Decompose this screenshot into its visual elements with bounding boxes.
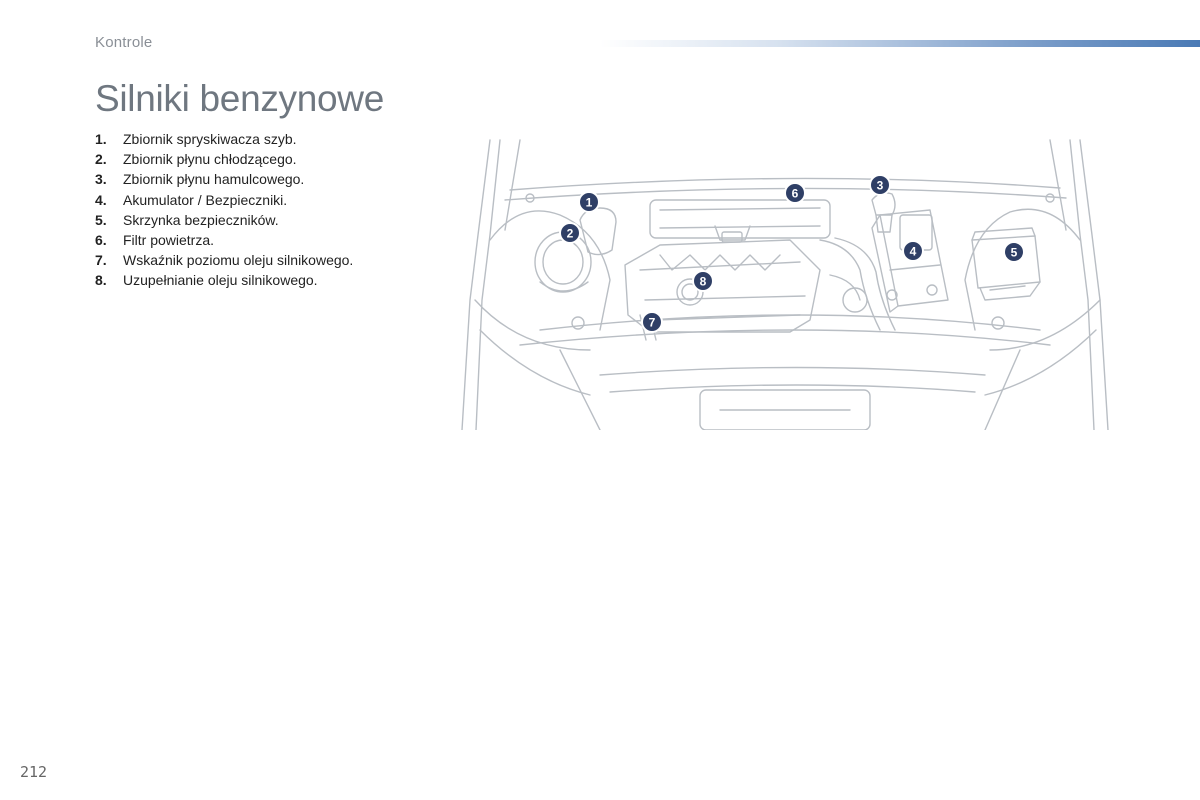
legend-list [95, 129, 353, 291]
engine-bay-diagram [460, 135, 1110, 430]
legend-text: Uzupełnianie oleju silnikowego. [123, 272, 318, 289]
marker-4 [903, 241, 923, 261]
legend-number: 5. [95, 211, 107, 228]
legend-item [95, 250, 353, 270]
legend-item [95, 190, 353, 210]
legend-text: Skrzynka bezpieczników. [123, 211, 279, 228]
legend-text: Wskaźnik poziomu oleju silnikowego. [123, 252, 354, 269]
legend-text: Akumulator / Bezpieczniki. [123, 191, 288, 208]
legend-text: Zbiornik spryskiwacza szyb. [123, 131, 297, 147]
marker-label: 3 [876, 178, 884, 193]
marker-7 [642, 312, 662, 332]
legend-text: Zbiornik płynu chłodzącego. [123, 151, 297, 168]
marker-5 [1004, 242, 1024, 262]
page-title: Silniki benzynowe [95, 78, 385, 119]
marker-label: 4 [909, 244, 917, 259]
legend-number: 6. [95, 232, 107, 249]
legend-text: Zbiornik płynu hamulcowego. [123, 171, 305, 188]
marker-1 [579, 192, 599, 212]
marker-8 [693, 271, 713, 291]
legend-item [95, 270, 353, 290]
fuse-box [972, 228, 1040, 300]
marker-label: 5 [1010, 245, 1018, 260]
legend-number: 1. [95, 131, 107, 147]
legend-item [95, 169, 353, 189]
legend-number: 7. [95, 252, 107, 269]
air-filter [650, 200, 830, 242]
legend-number: 2. [95, 151, 107, 168]
legend-number: 4. [95, 191, 107, 208]
legend-number: 3. [95, 171, 107, 188]
legend-item [95, 129, 353, 149]
legend-text: Filtr powietrza. [123, 232, 215, 249]
section-label: Kontrole [95, 34, 153, 51]
legend-item [95, 149, 353, 169]
marker-3 [870, 175, 890, 195]
page-number: 212 [20, 763, 48, 781]
marker-2 [560, 223, 580, 243]
marker-6 [785, 183, 805, 203]
header-bar [600, 40, 1200, 47]
legend-number: 8. [95, 272, 107, 289]
marker-label: 2 [566, 226, 574, 241]
marker-label: 8 [699, 274, 707, 289]
legend-item [95, 230, 353, 250]
brake-fluid-reservoir [872, 193, 895, 232]
marker-label: 6 [791, 186, 799, 201]
marker-label: 1 [585, 195, 593, 210]
legend-item [95, 210, 353, 230]
marker-label: 7 [648, 315, 656, 330]
